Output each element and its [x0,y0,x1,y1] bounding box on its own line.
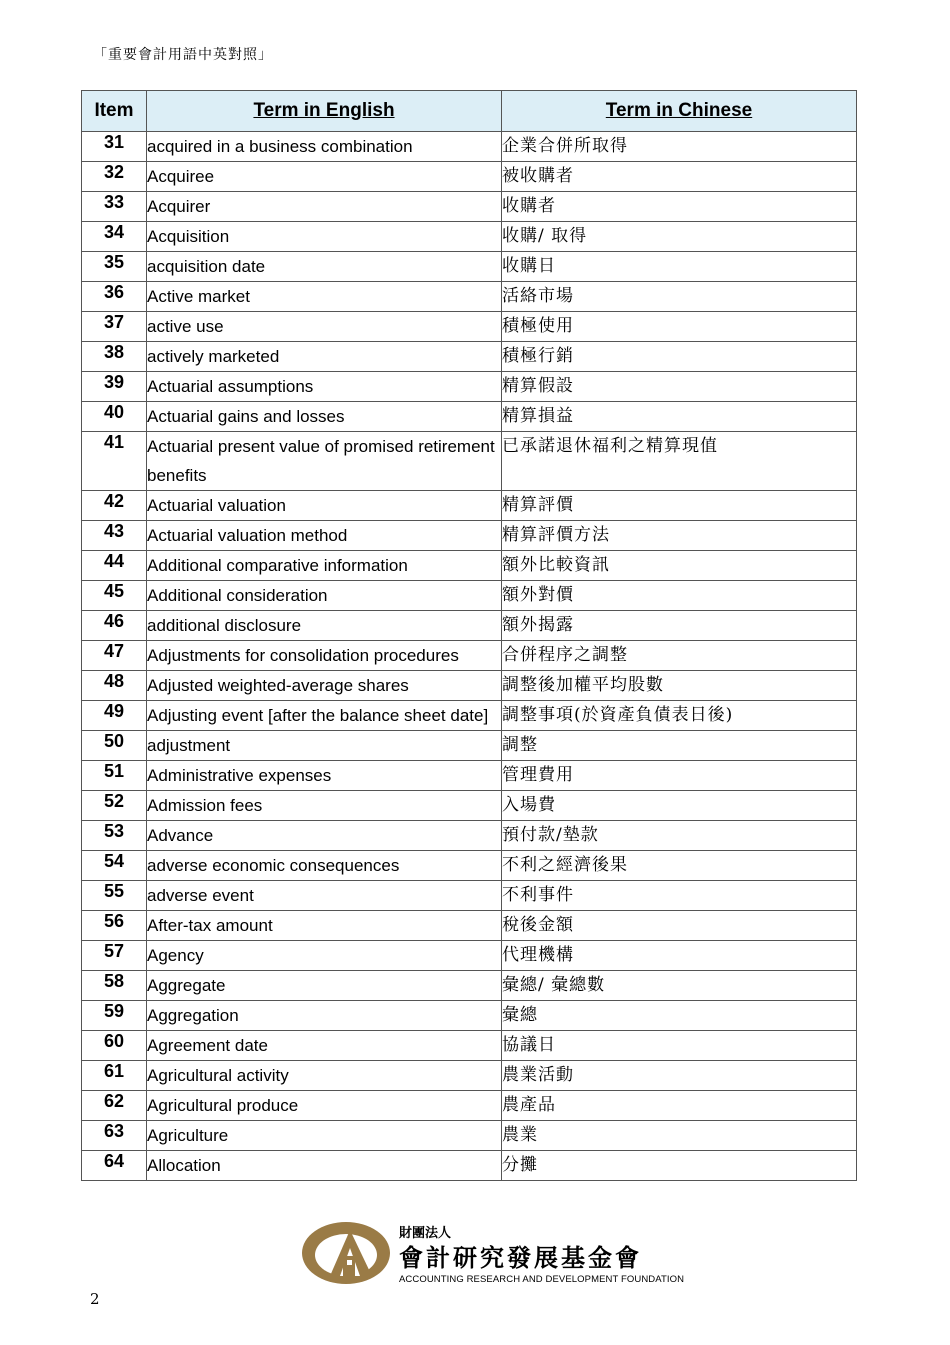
item-number-cell: 46 [82,611,147,641]
item-number-cell: 55 [82,881,147,911]
table-row [82,821,857,851]
item-number-cell: 33 [82,192,147,222]
item-number-cell: 47 [82,641,147,671]
item-number-cell: 37 [82,312,147,342]
english-term-cell: additional disclosure [147,611,502,641]
terms-table [81,90,857,1181]
column-header-english: Term in English [147,91,502,132]
table-row [82,1031,857,1061]
english-term-cell: Agriculture [147,1121,502,1151]
english-term-cell: adverse event [147,881,502,911]
english-term-cell: Adjusting event [after the balance sheet date] [147,701,502,731]
table-row [82,731,857,761]
table-row [82,491,857,521]
table-row [82,941,857,971]
item-number-cell: 63 [82,1121,147,1151]
table-row [82,791,857,821]
chinese-term-cell: 調整事項(於資產負債表日後) [502,701,857,731]
chinese-term-cell: 彙總 [502,1001,857,1031]
chinese-term-cell: 稅後金額 [502,911,857,941]
item-number-cell: 57 [82,941,147,971]
english-term-cell: Additional consideration [147,581,502,611]
english-term-cell: Acquisition [147,222,502,252]
chinese-term-cell: 彙總/ 彙總數 [502,971,857,1001]
english-term-cell: Advance [147,821,502,851]
english-term-cell: Actuarial assumptions [147,372,502,402]
chinese-term-cell: 收購日 [502,252,857,282]
item-number-cell: 62 [82,1091,147,1121]
chinese-term-cell: 調整後加權平均股數 [502,671,857,701]
chinese-term-cell: 精算損益 [502,402,857,432]
item-number-cell: 34 [82,222,147,252]
item-number-cell: 45 [82,581,147,611]
english-term-cell: Acquiree [147,162,502,192]
chinese-term-cell: 精算假設 [502,372,857,402]
item-number-cell: 48 [82,671,147,701]
item-number-cell: 36 [82,282,147,312]
table-row [82,881,857,911]
english-term-cell: Aggregation [147,1001,502,1031]
chinese-term-cell: 不利事件 [502,881,857,911]
table-row [82,611,857,641]
item-number-cell: 58 [82,971,147,1001]
english-term-cell: Actuarial gains and losses [147,402,502,432]
item-number-cell: 64 [82,1151,147,1181]
chinese-term-cell: 預付款/墊款 [502,821,857,851]
english-term-cell: Actuarial present value of promised retirement benefits [147,432,502,491]
chinese-term-cell: 積極行銷 [502,342,857,372]
chinese-term-cell: 入場費 [502,791,857,821]
item-number-cell: 53 [82,821,147,851]
item-number-cell: 32 [82,162,147,192]
table-row [82,1001,857,1031]
chinese-term-cell: 不利之經濟後果 [502,851,857,881]
item-number-cell: 54 [82,851,147,881]
english-term-cell: Additional comparative information [147,551,502,581]
table-row [82,1061,857,1091]
page-number: 2 [90,1290,100,1308]
english-term-cell: Active market [147,282,502,312]
logo-label-english: ACCOUNTING RESEARCH AND DEVELOPMENT FOUNDATION [399,1274,685,1285]
english-term-cell: active use [147,312,502,342]
table-row [82,432,857,491]
chinese-term-cell: 調整 [502,731,857,761]
english-term-cell: Acquirer [147,192,502,222]
item-number-cell: 43 [82,521,147,551]
chinese-term-cell: 活絡市場 [502,282,857,312]
english-term-cell: Aggregate [147,971,502,1001]
english-term-cell: Adjusted weighted-average shares [147,671,502,701]
item-number-cell: 31 [82,132,147,162]
item-number-cell: 44 [82,551,147,581]
table-row [82,521,857,551]
table-header-row [82,91,857,132]
item-number-cell: 59 [82,1001,147,1031]
chinese-term-cell: 額外比較資訊 [502,551,857,581]
foundation-logo-icon [300,1220,392,1286]
english-term-cell: After-tax amount [147,911,502,941]
english-term-cell: Admission fees [147,791,502,821]
english-term-cell: Agreement date [147,1031,502,1061]
english-term-cell: Agency [147,941,502,971]
table-row [82,402,857,432]
english-term-cell: Agricultural produce [147,1091,502,1121]
english-term-cell: adjustment [147,731,502,761]
table-row [82,761,857,791]
item-number-cell: 60 [82,1031,147,1061]
english-term-cell: Allocation [147,1151,502,1181]
table-row [82,192,857,222]
item-number-cell: 41 [82,432,147,491]
item-number-cell: 35 [82,252,147,282]
item-number-cell: 40 [82,402,147,432]
chinese-term-cell: 已承諾退休福利之精算現值 [502,432,857,491]
english-term-cell: Actuarial valuation [147,491,502,521]
column-header-item: Item [82,91,147,132]
table-row [82,851,857,881]
table-row [82,1151,857,1181]
chinese-term-cell: 企業合併所取得 [502,132,857,162]
chinese-term-cell: 精算評價 [502,491,857,521]
chinese-term-cell: 收購者 [502,192,857,222]
english-term-cell: Agricultural activity [147,1061,502,1091]
item-number-cell: 56 [82,911,147,941]
english-term-cell: acquired in a business combination [147,132,502,162]
table-row [82,581,857,611]
chinese-term-cell: 農產品 [502,1091,857,1121]
chinese-term-cell: 分攤 [502,1151,857,1181]
chinese-term-cell: 農業活動 [502,1061,857,1091]
item-number-cell: 50 [82,731,147,761]
item-number-cell: 61 [82,1061,147,1091]
document-header-title: 「重要會計用語中英對照」 [93,47,273,63]
table-row [82,911,857,941]
table-row [82,372,857,402]
english-term-cell: actively marketed [147,342,502,372]
table-row [82,282,857,312]
column-header-chinese: Term in Chinese [502,91,857,132]
item-number-cell: 39 [82,372,147,402]
chinese-term-cell: 精算評價方法 [502,521,857,551]
english-term-cell: adverse economic consequences [147,851,502,881]
logo-label-top: 財團法人 [399,1226,452,1241]
item-number-cell: 49 [82,701,147,731]
logo-label-main: 會計研究發展基金會 [399,1243,642,1272]
terms-table-body [82,132,857,1181]
chinese-term-cell: 管理費用 [502,761,857,791]
foundation-logo [300,1218,685,1288]
chinese-term-cell: 積極使用 [502,312,857,342]
table-row [82,671,857,701]
item-number-cell: 52 [82,791,147,821]
table-row [82,222,857,252]
item-number-cell: 38 [82,342,147,372]
table-row [82,162,857,192]
english-term-cell: Administrative expenses [147,761,502,791]
table-row [82,551,857,581]
table-row [82,1091,857,1121]
chinese-term-cell: 收購/ 取得 [502,222,857,252]
chinese-term-cell: 協議日 [502,1031,857,1061]
item-number-cell: 51 [82,761,147,791]
chinese-term-cell: 額外揭露 [502,611,857,641]
table-row [82,312,857,342]
table-row [82,641,857,671]
chinese-term-cell: 被收購者 [502,162,857,192]
chinese-term-cell: 合併程序之調整 [502,641,857,671]
english-term-cell: acquisition date [147,252,502,282]
item-number-cell: 42 [82,491,147,521]
table-row [82,1121,857,1151]
english-term-cell: Actuarial valuation method [147,521,502,551]
table-row [82,252,857,282]
chinese-term-cell: 農業 [502,1121,857,1151]
english-term-cell: Adjustments for consolidation procedures [147,641,502,671]
table-row [82,342,857,372]
chinese-term-cell: 代理機構 [502,941,857,971]
table-row [82,701,857,731]
table-row [82,132,857,162]
chinese-term-cell: 額外對價 [502,581,857,611]
table-row [82,971,857,1001]
